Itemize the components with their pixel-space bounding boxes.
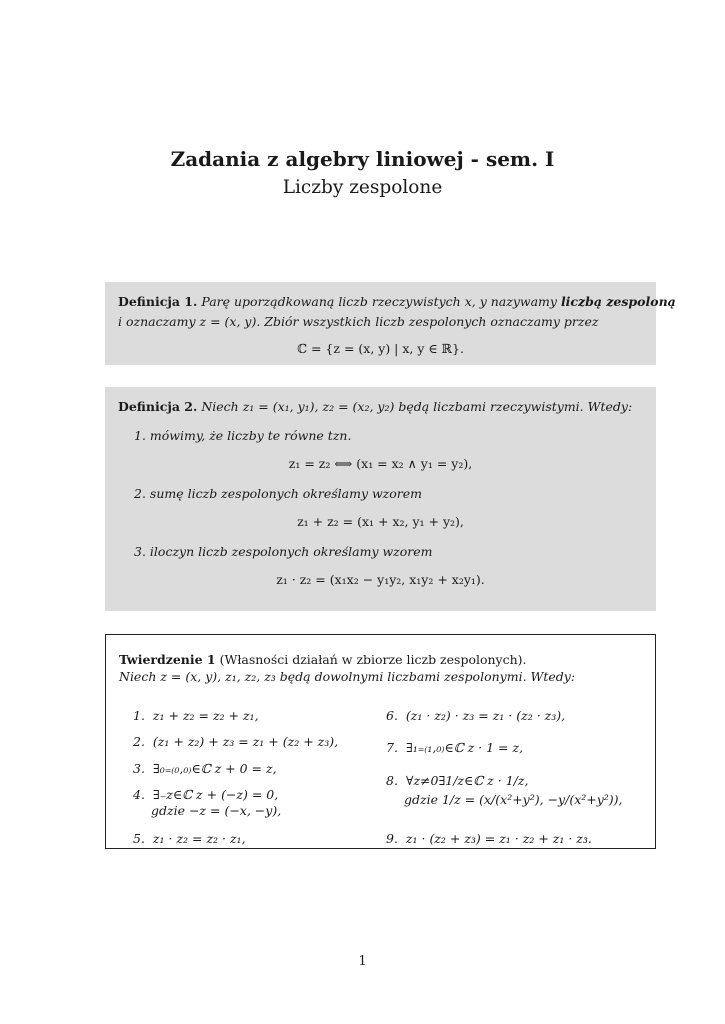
definition-2-item-2 — [118, 484, 643, 529]
theorem-item-num: 7. — [386, 740, 398, 755]
theorem-item-4 — [133, 787, 281, 818]
definition-2-item-formula: z₁ + z₂ = (x₁ + x₂, y₁ + y₂), — [297, 514, 464, 529]
theorem-item-formula: z₁ · (z₂ + z₃) = z₁ · z₂ + z₁ · z₃. — [405, 831, 592, 846]
theorem-item-5 — [133, 831, 246, 846]
definition-2-item-formula: z₁ · z₂ = (x₁x₂ − y₁y₂, x₁y₂ + x₂y₁). — [276, 572, 485, 587]
theorem-item-formula: z₁ · z₂ = z₂ · z₁, — [152, 831, 246, 846]
definition-2-box — [105, 387, 656, 611]
theorem-item-num: 2. — [133, 734, 145, 749]
definition-2-item-text: mówimy, że liczby te równe tzn. — [149, 428, 352, 443]
theorem-item-num: 6. — [386, 708, 398, 723]
theorem-1-intro: Niech z = (x, y), z₁, z₂, z₃ będą dowolnymi liczbami zespolonymi. Wtedy: — [119, 669, 576, 684]
theorem-item-9 — [386, 831, 592, 846]
theorem-item-8 — [386, 773, 623, 807]
definition-1-formula: ℂ = {z = (x, y) | x, y ∈ ℝ}. — [297, 341, 464, 356]
definition-1-term: liczbą zespoloną — [560, 294, 676, 309]
definition-2-item-num: 1. — [134, 428, 146, 443]
definition-2-label: Definicja 2. — [118, 399, 198, 414]
theorem-item-formula: ∀z≠0∃1/z∈ℂ z · 1/z, — [405, 773, 529, 788]
theorem-item-6 — [386, 708, 565, 723]
definition-2-item-text: iloczyn liczb zespolonych określamy wzorem — [149, 544, 433, 559]
theorem-item-note: gdzie −z = (−x, −y), — [151, 803, 282, 818]
definition-1-line2: i oznaczamy z = (x, y). Zbiór wszystkich liczb zespolonych oznaczamy przez — [118, 314, 599, 329]
theorem-item-7 — [386, 740, 523, 755]
document-title: Zadania z algebry liniowej - sem. I — [170, 147, 555, 171]
definition-2-item-text: sumę liczb zespolonych określamy wzorem — [149, 486, 423, 501]
theorem-item-3 — [133, 761, 277, 776]
page-number: 1 — [358, 954, 367, 969]
theorem-item-num: 4. — [133, 787, 145, 802]
theorem-item-formula: ∃₀₌₍₀,₀₎∈ℂ z + 0 = z, — [152, 761, 277, 776]
theorem-item-num: 3. — [133, 761, 145, 776]
theorem-item-formula: ∃₋z∈ℂ z + (−z) = 0, — [152, 787, 279, 802]
theorem-item-2 — [133, 734, 338, 749]
definition-2-intro: Niech z₁ = (x₁, y₁), z₂ = (x₂, y₂) będą liczbami rzeczywistymi. Wtedy: — [201, 399, 633, 414]
theorem-item-num: 9. — [386, 831, 398, 846]
theorem-1-paren: (Własności działań w zbiorze liczb zespolonych). — [219, 652, 527, 667]
definition-1-box — [105, 282, 676, 365]
theorem-item-num: 5. — [133, 831, 145, 846]
theorem-item-note: gdzie 1/z = (x/(x²+y²), −y/(x²+y²)), — [404, 792, 623, 807]
theorem-item-formula: z₁ + z₂ = z₂ + z₁, — [152, 708, 259, 723]
definition-1-line1 — [118, 292, 676, 312]
theorem-1-label: Twierdzenie 1 — [119, 652, 216, 667]
definition-2-item-formula: z₁ = z₂ ⟺ (x₁ = x₂ ∧ y₁ = y₂), — [288, 456, 473, 471]
definition-2-item-num: 2. — [134, 486, 146, 501]
theorem-1-heading — [119, 651, 642, 668]
definition-1-text: Parę uporządkowaną liczb rzeczywistych x, y nazywamy — [201, 294, 557, 309]
definition-2-item-1 — [118, 426, 643, 471]
theorem-item-1 — [133, 708, 259, 723]
theorem-item-num: 8. — [386, 773, 398, 788]
definition-1-label: Definicja 1. — [118, 294, 198, 309]
theorem-item-formula: (z₁ + z₂) + z₃ = z₁ + (z₂ + z₃), — [152, 734, 339, 749]
theorem-item-formula: ∃₁₌₍₁,₀₎∈ℂ z · 1 = z, — [405, 740, 524, 755]
theorem-item-num: 1. — [133, 708, 145, 723]
definition-2-item-3 — [118, 542, 643, 587]
theorem-item-formula: (z₁ · z₂) · z₃ = z₁ · (z₂ · z₃), — [405, 708, 566, 723]
definition-2-intro-line — [118, 397, 643, 417]
definition-2-item-num: 3. — [134, 544, 146, 559]
document-subtitle: Liczby zespolone — [282, 177, 443, 198]
